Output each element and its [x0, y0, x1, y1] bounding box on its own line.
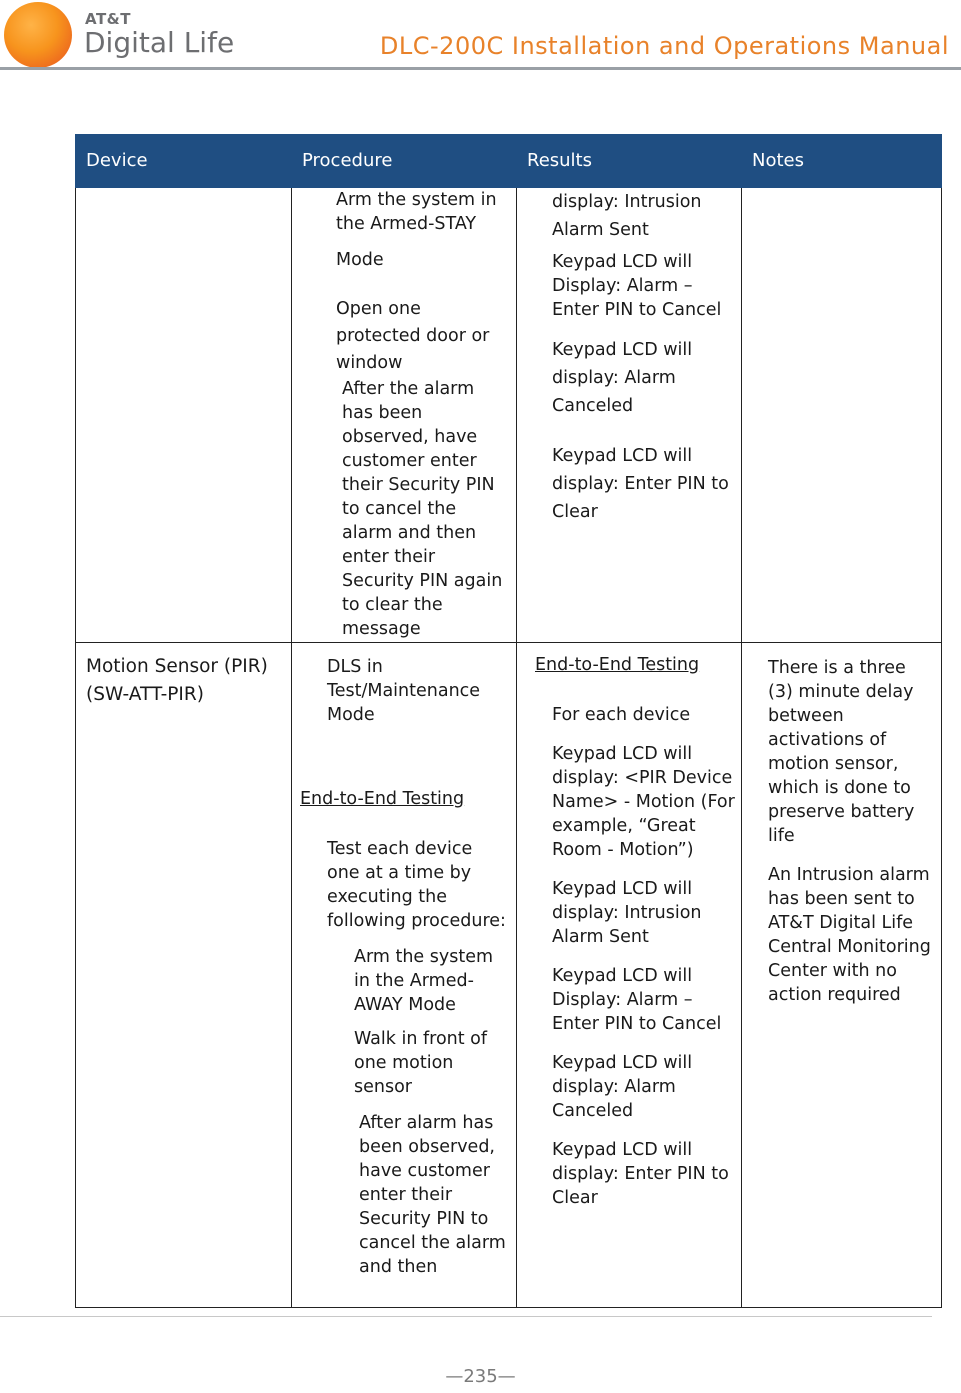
column-header-device: Device [76, 135, 292, 188]
row1-notes-cell [742, 188, 942, 643]
document-title: DLC-200C Installation and Operations Manual [379, 32, 949, 60]
procedure-step: Open one protected door or window [336, 299, 490, 373]
procedure-step: Arm the system in the Armed-STAY [336, 190, 497, 234]
note-item: There is a three (3) minute delay between activations of motion sensor, which is done to preserve battery life [768, 658, 915, 846]
att-globe-logo-icon [4, 2, 72, 68]
row1-device-cell [76, 188, 292, 643]
table-row [76, 188, 942, 643]
row1-procedure-cell [292, 188, 517, 643]
procedure-intro: DLS in Test/Maintenance Mode [327, 657, 481, 725]
result-item: Keypad LCD will display: Alarm Canceled [552, 1053, 693, 1121]
row2-results-cell [517, 643, 742, 1308]
result-item: Keypad LCD will display: <PIR Device Name> - Motion (For example, “Great Room - Motion”) [552, 744, 735, 860]
result-item: Keypad LCD will display: Enter PIN to Clear [552, 446, 729, 522]
note-item: An Intrusion alarm has been sent to AT&T Digital Life Central Monitoring Center with no action required [768, 865, 931, 1005]
page-number: —235— [445, 1366, 516, 1387]
row2-procedure-cell [292, 643, 517, 1308]
table-row [76, 643, 942, 1308]
result-item: display: Intrusion Alarm Sent [552, 192, 702, 240]
row2-device-cell [76, 643, 292, 1308]
results-heading: End-to-End Testing [535, 655, 700, 675]
result-item: Keypad LCD will display: Intrusion Alarm Sent [552, 879, 702, 947]
procedure-step: Mode [336, 250, 384, 270]
row2-notes-cell [742, 643, 942, 1308]
procedure-step: Walk in front of one motion sensor [354, 1029, 488, 1097]
page-header [0, 0, 961, 72]
device-name: Motion Sensor (PIR) (SW-ATT-PIR) [86, 656, 268, 705]
table-header-row [76, 135, 942, 188]
procedure-step: Arm the system in the Armed-AWAY Mode [354, 947, 494, 1015]
column-header-notes: Notes [742, 135, 942, 188]
column-header-procedure: Procedure [292, 135, 517, 188]
result-item: Keypad LCD will Display: Alarm – Enter PIN to Cancel [552, 966, 722, 1034]
footer-divider [0, 1316, 932, 1317]
testing-procedure-table [75, 134, 942, 1308]
header-divider [0, 67, 961, 70]
column-header-results: Results [517, 135, 742, 188]
result-item: For each device [552, 705, 691, 725]
result-item: Keypad LCD will display: Alarm Canceled [552, 340, 693, 416]
procedure-heading: End-to-End Testing [300, 789, 465, 809]
procedure-step: After alarm has been observed, have customer enter their Security PIN to cancel the alarm and then [359, 1113, 506, 1277]
procedure-step: After the alarm has been observed, have customer enter their Security PIN to cancel the alarm and then enter their Security PIN again to clear the message [342, 379, 503, 639]
result-item: Keypad LCD will Display: Alarm – Enter PIN to Cancel [552, 252, 722, 320]
logo-product: Digital Life [84, 26, 235, 59]
procedure-text: Test each device one at a time by executing the following procedure: [327, 839, 506, 931]
row1-results-cell [517, 188, 742, 643]
logo-brand: AT&T [85, 10, 131, 28]
result-item: Keypad LCD will display: Enter PIN to Clear [552, 1140, 729, 1208]
